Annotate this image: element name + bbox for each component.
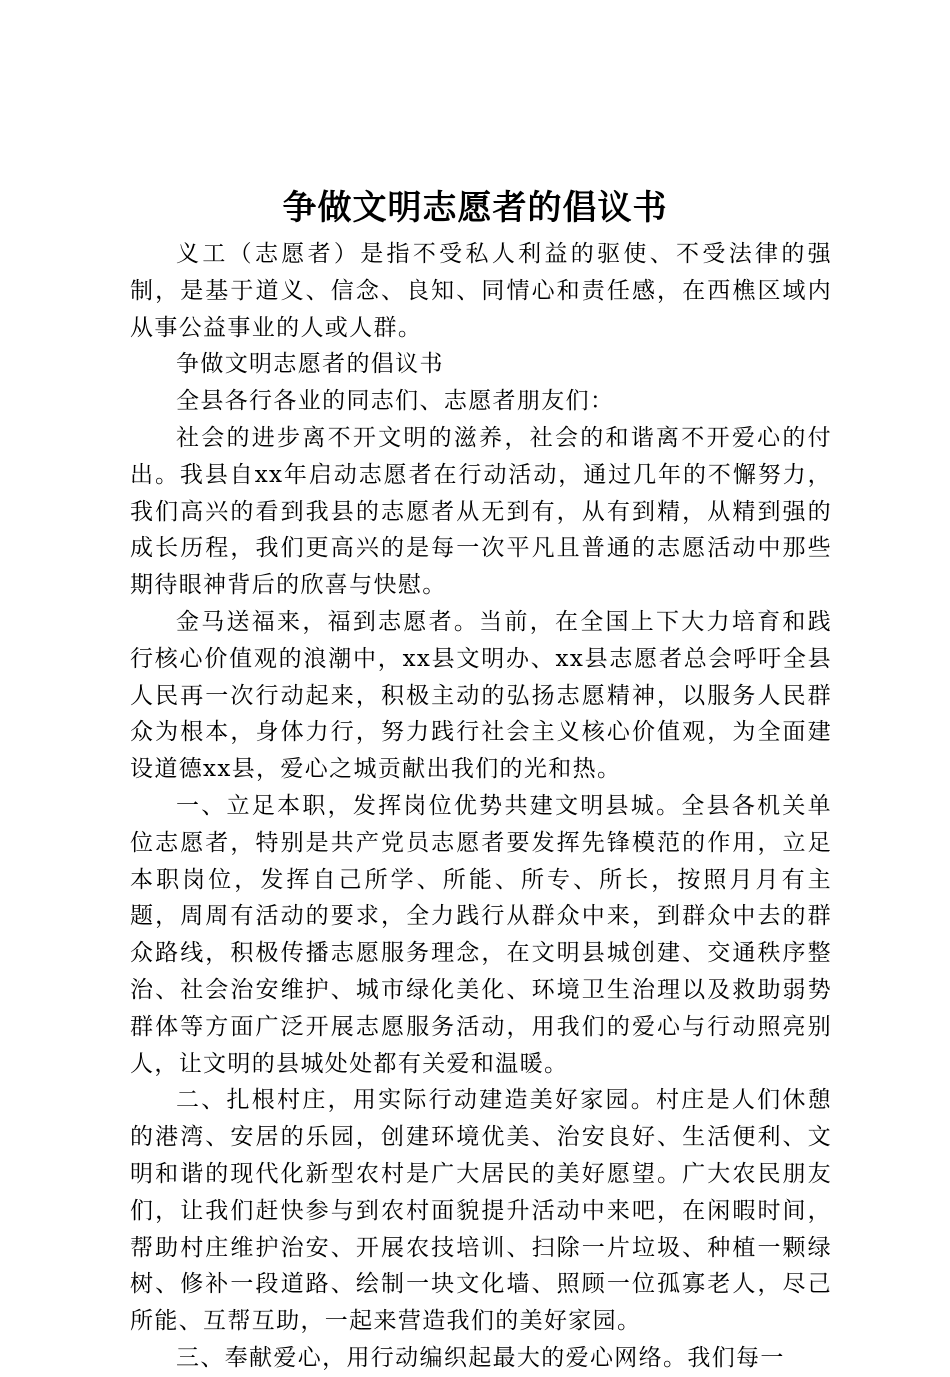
section-two-paragraph: 二、扎根村庄，用实际行动建造美好家园。村庄是人们休憩的港湾、安居的乐园，创建环境优美、治安良好、生活便利、文明和谐的现代化新型农村是广大居民的美好愿望。广大农民朋友们，让我们赶快参与到农村面貌提升活动中来吧，在闲暇时间，帮助村庄维护治安、开展农技培训、扫除一片垃圾、种植一颗绿树、修补一段道路、绘制一块文化墙、照顾一位孤寡老人，尽己所能、互帮互助，一起来营造我们的美好家园。 [130,1087,832,1335]
section-three-paragraph: 三、奉献爱心，用行动编织起最大的爱心网络。我们每一 [176,1344,785,1371]
intro-paragraph: 义工（志愿者）是指不受私人利益的驱使、不受法律的强制，是基于道义、信念、良知、同情心和责任感，在西樵区域内从事公益事业的人或人群。 [130,241,832,341]
document-body [130,236,832,1377]
body-paragraph: 金马送福来，福到志愿者。当前，在全国上下大力培育和践行核心价值观的浪潮中，xx县文明办、xx县志愿者总会呼吁全县人民再一次行动起来，积极主动的弘扬志愿精神，以服务人民群众为根本，身体力行，努力践行社会主义核心价值观，为全面建设道德xx县，爱心之城贡献出我们的光和热。 [130,608,832,783]
document-title: 争做文明志愿者的倡议书 [282,188,668,228]
body-paragraph: 社会的进步离不开文明的滋养，社会的和谐离不开爱心的付出。我县自xx年启动志愿者在行动活动，通过几年的不懈努力，我们高兴的看到我县的志愿者从无到有，从有到精，从精到强的成长历程，我们更高兴的是每一次平凡且普通的志愿活动中那些期待眼神背后的欣喜与快慰。 [130,424,832,599]
section-one-paragraph: 一、立足本职，发挥岗位优势共建文明县城。全县各机关单位志愿者，特别是共产党员志愿者要发挥先锋模范的作用，立足本职岗位，发挥自己所学、所能、所专、所长，按照月月有主题，周周有活动的要求，全力践行从群众中来，到群众中去的群众路线，积极传播志愿服务理念，在文明县城创建、交通秩序整治、社会治安维护、城市绿化美化、环境卫生治理以及救助弱势群体等方面广泛开展志愿服务活动，用我们的爱心与行动照亮别人，让文明的县城处处都有关爱和温暖。 [130,792,832,1077]
subtitle-paragraph: 争做文明志愿者的倡议书 [176,351,444,378]
salutation-paragraph: 全县各行各业的同志们、志愿者朋友们： [176,388,615,415]
